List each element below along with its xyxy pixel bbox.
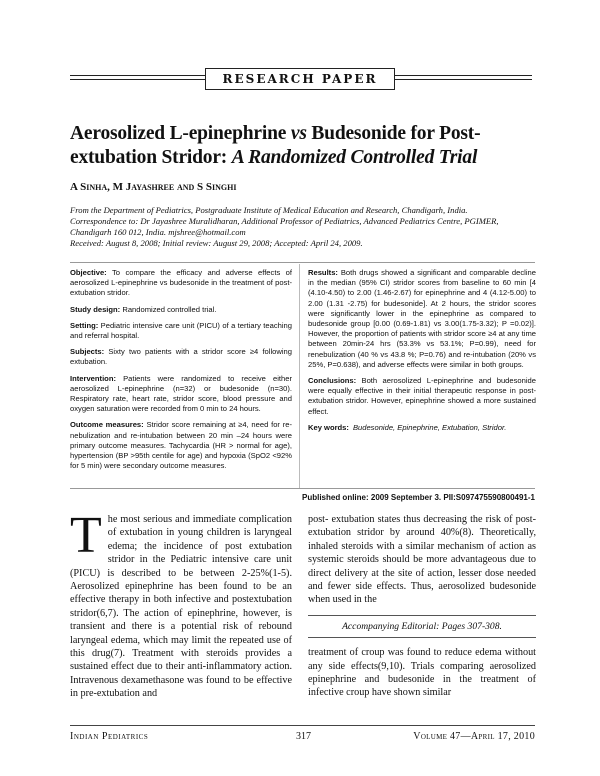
authors: A Sinha, M Jayashree and S Singhi: [70, 181, 237, 193]
abstract-outcome: Outcome measures: Stridor score remaining at ≥4, need for re-nebulization and re-intubation between 20 min –24 hours were primary outcome measures. Tachycardia (HR > normal for age), hypertension (BP >95th centile for age) and hypoxia (SpO2 <92% for 5 min) were secondary outcome measures.: [70, 420, 293, 471]
affiliation-dept: From the Department of Pediatrics, Postgraduate Institute of Medical Education and Research, Chandigarh, India.: [70, 205, 468, 215]
section-banner: [70, 68, 532, 92]
abstract-subjects: Subjects: Sixty two patients with a stridor score ≥4 following extubation.: [70, 347, 292, 367]
body-right-column: [308, 513, 536, 700]
title-subtitle: A Randomized Controlled Trial: [231, 147, 478, 168]
abstract-keywords: Key words: Budesonide, Epinephrine, Extubation, Stridor.: [308, 422, 507, 432]
affiliation: [70, 205, 540, 249]
abstract-design: Study design: Randomized controlled trial.: [70, 304, 217, 314]
abstract-column-divider: [299, 264, 300, 488]
abstract-bottom-rule: [70, 488, 535, 489]
abstract-intervention: Intervention: Patients were randomized to receive either aerosolized L-epinephrine (n=32) or budesonide (n=30). Respiratory rate, heart rate, stridor score, blood pressure and oxygen saturation were recorded from 0 min to 24 hours.: [70, 373, 292, 414]
accompanying-editorial: Accompanying Editorial: Pages 307-308.: [308, 615, 536, 638]
abstract-setting: Setting: Pediatric intensive care unit (PICU) of a tertiary teaching and referral hospital.: [70, 320, 292, 341]
body-text: treatment of croup was found to reduce edema without any side effects(9,10). Trials comparing aerosolized epinephrine and budesonide in the treatment of infective croup have shown similar: [308, 647, 536, 699]
title-vs: vs: [290, 123, 307, 144]
banner-label: RESEARCH PAPER: [205, 68, 395, 90]
article-title: [70, 122, 540, 170]
title-part: Aerosolized L-epinephrine: [70, 123, 291, 144]
abstract-right-column: [308, 268, 536, 433]
body-left-column: [70, 507, 292, 701]
body-text: post- extubation states thus decreasing the risk of post-extubation stridor by around 40%(8). Theoretically, inhaled steroids with a similar mechanism of action as systemic steroids should be more advantageous due to direct delivery at the site of action, lesser dose needed and fewer side effects. Thus, aerosolized budesonide when used in the: [308, 514, 536, 606]
abstract-results: Results: Both drugs showed a significant and comparable decline in the median (95% CI) stridor scores from baseline to 60 min [4 (4.10-4.50) to 2.00 (1.46-2.67) for epinephrine and 4 (4.12-5.00) to 2.00 (1.31 -2.75) for budesonide]. At 2 hours, the stridor scores were significantly lower in the epinephrine as compared to budesonide group [0.00 (0.69-1.81) vs 3.00(1.75-3.32); P =0.02)]. However, the proportion of patients with stridor score ≥4 at any time between 20min-24 hrs (53.3% vs 53.1%; P=0.99), need for renebulization (40 % vs 43.8 %; P=0.76) and re-intubation (20% vs 25%, P=0.638), and adverse effects were similar in both groups.: [308, 268, 536, 369]
footer-rule: [70, 725, 535, 726]
drop-cap: T: [70, 507, 102, 564]
received-dates: Received: August 8, 2008; Initial review: August 29, 2008; Accepted: April 24, 2009.: [70, 238, 363, 248]
abstract-top-rule: [70, 262, 535, 263]
body-text: he most serious and immediate complication of extubation in young children is laryngeal edema; the incidence of post extubation stridor in the Pediatric intensive care unit (PICU) is described to be between 2-25%(1-5). Aerosolized epinephrine has been found to be an effective therapy in both infective and postextubation stridor(6,7). The action of epinephrine, however, is transient and there is a potential risk of rebound laryngeal edema, which may limit the repeated use of this drug(7). Treatment with steroids provides a sustained effect due to their anti-inflammatory action. Intravenous dexamethasone was found to be effective in pre-extubation and: [70, 514, 292, 700]
title-part: Budesonide for Post-extubation Stridor:: [70, 123, 481, 168]
abstract-conclusions: Conclusions: Both aerosolized L-epinephrine and budesonide were equally effective in their initial therapeutic response in post-extubation stridor. However, epinephrine showed a more sustained effect.: [308, 376, 536, 416]
published-online: Published online: 2009 September 3. PII:S097475590800491-1: [301, 493, 535, 502]
correspondence: Correspondence to: Dr Jayashree Muralidharan, Additional Professor of Pediatrics, Advanced Pediatrics Centre, PGIMER, Chandigarh 160 012, India. mjshree@hotmail.com: [70, 216, 499, 237]
abstract-left-column: [70, 268, 292, 477]
footer-page-number: 317: [296, 731, 311, 742]
footer-journal: Indian Pediatrics: [70, 731, 149, 742]
footer-volume: Volume 47—April 17, 2010: [413, 731, 535, 742]
abstract-objective: Objective: To compare the efficacy and adverse effects of aerosolized L-epinephrine vs budesonide in the treatment of post-extubation stridor.: [70, 268, 292, 298]
